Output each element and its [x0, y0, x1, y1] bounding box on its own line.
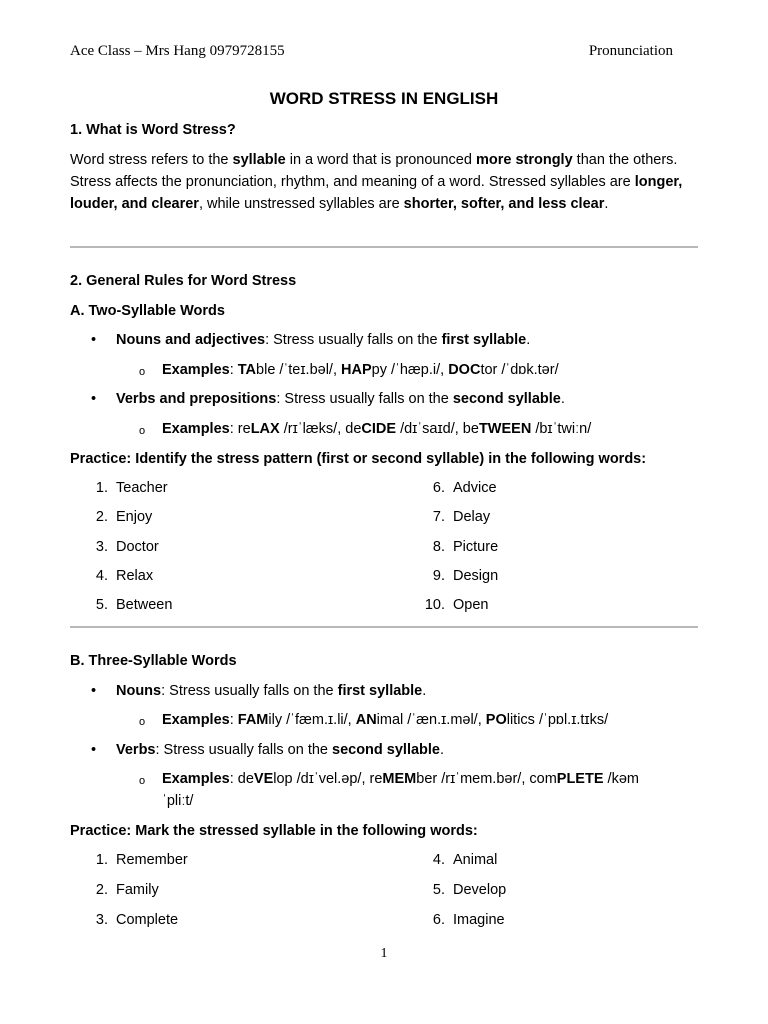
stressed-syllable: PO — [485, 712, 507, 728]
example-text: imal /ˈæn.ɪ.məl/, — [376, 712, 486, 728]
bullet-circle: o — [139, 775, 146, 787]
practice-b-instruction: Practice: Mark the stressed syllable in the following words: — [70, 823, 478, 839]
examples-label: Examples — [162, 771, 230, 787]
section2-heading: 2. General Rules for Word Stress — [70, 273, 297, 289]
list-item-word: Family — [116, 882, 159, 898]
rule-verbs — [116, 742, 444, 758]
stressed-syllable: VE — [253, 771, 274, 787]
list-item-word: Imagine — [453, 912, 505, 928]
stressed-syllable: TA — [237, 362, 257, 378]
example-text: ble /ˈteɪ.bəl/, — [256, 362, 342, 378]
para-bold: longer, louder, and clearer — [70, 174, 683, 212]
rule-bold: Nouns — [116, 683, 162, 699]
divider — [70, 626, 698, 628]
para-bold: syllable — [232, 152, 286, 168]
list-item-word: Complete — [116, 912, 179, 928]
example-text: de — [237, 771, 254, 787]
list-item-number: 9. — [432, 567, 445, 584]
list-item-number: 7. — [432, 509, 445, 526]
list-item-word: Picture — [453, 538, 499, 555]
list-item-word: Develop — [453, 882, 507, 898]
list-item-word: Remember — [116, 852, 188, 868]
list-item-number: 2. — [95, 882, 108, 898]
para-text: Word stress refers to the — [70, 152, 233, 168]
rule-bold: Verbs and prepositions — [116, 391, 277, 407]
bullet-disc: • — [91, 742, 97, 758]
rule-verbs-prepositions — [116, 391, 565, 407]
example-text: py /ˈhæp.i/, — [371, 362, 449, 378]
bullet-circle: o — [139, 366, 146, 378]
list-item-number: 1. — [95, 480, 108, 496]
practice-a-instruction: Practice: Identify the stress pattern (first or second syllable) in the following words: — [70, 451, 647, 467]
document-title: WORD STRESS IN ENGLISH — [269, 89, 499, 108]
rule-bold: second syllable — [452, 391, 561, 407]
list-item-number: 2. — [95, 509, 108, 526]
list-item-word: Delay — [453, 509, 491, 526]
example-text: /rɪˈlæks/, de — [279, 421, 362, 437]
rule-nouns-adjectives — [116, 332, 530, 348]
example-text: re — [237, 421, 251, 437]
examples-two-syllable-verbs: Examples: reLAX /rɪˈlæks/, deCIDE /dɪˈsaɪd/, beTWEEN /bɪˈtwiːn/ — [162, 421, 592, 437]
bullet-disc: • — [91, 391, 97, 407]
rule-text: . — [560, 391, 565, 407]
stressed-syllable: FAM — [237, 712, 269, 728]
rule-text: : Stress usually falls on the — [276, 391, 453, 407]
para-text: . — [604, 196, 609, 212]
para-text: in a word that is pronounced — [285, 152, 476, 168]
examples-continuation: ˈpliːt/ — [162, 793, 194, 809]
list-item-number: 6. — [432, 480, 445, 496]
list-item-number: 3. — [95, 538, 108, 555]
header-right: Pronunciation — [588, 43, 673, 59]
stressed-syllable: CIDE — [361, 421, 397, 437]
list-item-number: 5. — [432, 882, 445, 898]
rule-bold: Verbs — [116, 742, 156, 758]
bullet-circle: o — [139, 425, 146, 437]
list-item-word: Between — [116, 597, 173, 614]
list-item-number: 3. — [95, 912, 108, 928]
list-item-number: 10. — [424, 597, 445, 614]
example-text: /bɪˈtwiːn/ — [531, 421, 592, 437]
example-text: /kəm — [603, 771, 639, 787]
rule-bold: first syllable — [337, 683, 423, 699]
rule-text: . — [440, 742, 445, 758]
para-bold: shorter, softer, and less clear — [403, 196, 605, 212]
stressed-syllable: TWEEN — [478, 421, 532, 437]
header-left: Ace Class – Mrs Hang 0979728155 — [70, 43, 285, 59]
section1-paragraph — [70, 149, 698, 215]
rule-nouns — [116, 683, 426, 699]
rule-bold: second syllable — [332, 742, 440, 758]
examples-label: Examples — [162, 712, 230, 728]
list-item-number: 4. — [432, 852, 445, 868]
list-item-word: Relax — [116, 567, 154, 584]
example-text: ber /rɪˈmem.bər/, com — [416, 771, 557, 787]
rule-text: . — [422, 683, 427, 699]
example-text: tor /ˈdɒk.tər/ — [480, 362, 559, 378]
examples-label: Examples — [162, 362, 230, 378]
para-text: than the others. Stress affects the pronunciation, rhythm, and meaning of a word. Stressed syllables are — [70, 152, 678, 190]
example-text: litics /ˈpɒl.ɪ.tɪks/ — [506, 712, 609, 728]
rule-text: : Stress usually falls on the — [161, 683, 338, 699]
bullet-disc: • — [91, 683, 97, 699]
list-item-number: 4. — [95, 567, 108, 584]
stressed-syllable: DOC — [448, 362, 481, 378]
list-item-number: 5. — [95, 597, 108, 614]
section1-heading: 1. What is Word Stress? — [70, 122, 236, 138]
list-item-number: 1. — [95, 852, 108, 868]
example-text: lop /dɪˈvel.əp/, re — [273, 771, 383, 787]
page-number: 1 — [380, 946, 388, 961]
examples-three-syllable-nouns: Examples: FAMily /ˈfæm.ɪ.li/, ANimal /ˈæn.ɪ.məl/, POlitics /ˈpɒl.ɪ.tɪks/ — [162, 712, 609, 728]
rule-bold: Nouns and adjectives — [116, 332, 266, 348]
divider — [70, 246, 698, 248]
para-bold: more strongly — [475, 152, 573, 168]
list-item-word: Open — [453, 597, 489, 614]
list-item-number: 8. — [432, 538, 445, 555]
list-item-word: Animal — [453, 852, 498, 868]
example-text: ily /ˈfæm.ɪ.li/, — [268, 712, 356, 728]
subsection-a-heading: A. Two-Syllable Words — [70, 303, 225, 319]
stressed-syllable: LAX — [250, 421, 280, 437]
list-item-number: 6. — [432, 912, 445, 928]
rule-text: : Stress usually falls on the — [155, 742, 332, 758]
stressed-syllable: HAP — [341, 362, 372, 378]
para-text: , while unstressed syllables are — [198, 196, 404, 212]
rule-bold: first syllable — [441, 332, 527, 348]
rule-text: . — [526, 332, 531, 348]
list-item-word: Teacher — [116, 480, 168, 496]
stressed-syllable: AN — [355, 712, 377, 728]
bullet-disc: • — [91, 332, 97, 348]
subsection-b-heading: B. Three-Syllable Words — [70, 653, 237, 669]
examples-two-syllable-nouns: Examples: TAble /ˈteɪ.bəl/, HAPpy /ˈhæp.i/, DOCtor /ˈdɒk.tər/ — [162, 362, 559, 378]
list-item-word: Design — [453, 567, 499, 584]
list-item-word: Advice — [453, 480, 497, 496]
examples-label: Examples — [162, 421, 230, 437]
stressed-syllable: MEM — [382, 771, 417, 787]
list-item-word: Enjoy — [116, 509, 153, 526]
example-text: /dɪˈsaɪd/, be — [396, 421, 479, 437]
bullet-circle: o — [139, 716, 146, 728]
examples-three-syllable-verbs: Examples: deVElop /dɪˈvel.əp/, reMEMber /rɪˈmem.bər/, comPLETE /kəm — [162, 771, 639, 787]
rule-text: : Stress usually falls on the — [265, 332, 442, 348]
stressed-syllable: PLETE — [556, 771, 604, 787]
list-item-word: Doctor — [116, 538, 159, 555]
